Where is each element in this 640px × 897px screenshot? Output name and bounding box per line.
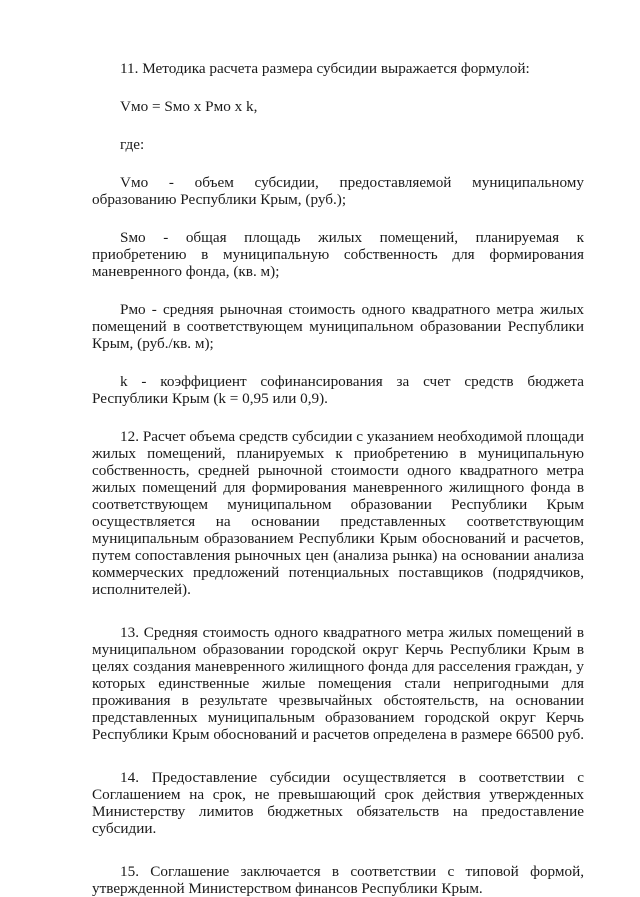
definition-rmo: Рмо - средняя рыночная стоимость одного квадратного метра жилых помещений в соответствующем муниципальном образовании Республики Крым, (руб./кв. м); bbox=[92, 301, 584, 352]
definition-vmo: Vмо - объем субсидии, предоставляемой муниципальному образованию Республики Крым, (руб.); bbox=[92, 174, 584, 208]
paragraph-11-heading: 11. Методика расчета размера субсидии выражается формулой: bbox=[120, 60, 530, 77]
definition-k: k - коэффициент софинансирования за счет средств бюджета Республики Крым (k = 0,95 или 0,9). bbox=[92, 373, 584, 407]
formula: Vмо = Sмо x Рмо x k, bbox=[120, 98, 258, 115]
formula-where: где: bbox=[120, 136, 145, 153]
definition-smo: Sмо - общая площадь жилых помещений, планируемая к приобретению в муниципальную собственность для формирования маневренного фонда, (кв. м); bbox=[92, 229, 584, 280]
paragraph-15: 15. Соглашение заключается в соответствии с типовой формой, утвержденной Министерством финансов Республики Крым. bbox=[92, 863, 584, 897]
paragraph-13: 13. Средняя стоимость одного квадратного метра жилых помещений в муниципальном образовании городской округ Керчь Республики Крым в целях создания маневренного жилищного фонда для расселения граждан, у которых единственные жилые помещения стали непригодными для проживания в результате чрезвычайных обстоятельств, на основании представленных муниципальным образованием городской округ Керчь Республики Крым обоснований и расчетов определена в размере 66500 руб. bbox=[92, 624, 584, 743]
paragraph-12: 12. Расчет объема средств субсидии с указанием необходимой площади жилых помещений, планируемых к приобретению в муниципальную собственность, средней рыночной стоимости одного квадратного метра жилых помещений для формирования маневренного жилищного фонда в соответствующем муниципальном образовании Республики Крым осуществляется на основании представленных соответствующим муниципальным образованием Республики Крым обоснований и расчетов, путем сопоставления рыночных цен (анализа рынка) на основании анализа коммерческих предложений потенциальных поставщиков (подрядчиков, исполнителей). bbox=[92, 428, 584, 598]
document-body bbox=[92, 60, 584, 897]
paragraph-14: 14. Предоставление субсидии осуществляется в соответствии с Соглашением на срок, не превышающий срок действия утвержденных Министерству лимитов бюджетных обязательств на предоставление субсидии. bbox=[92, 769, 584, 837]
